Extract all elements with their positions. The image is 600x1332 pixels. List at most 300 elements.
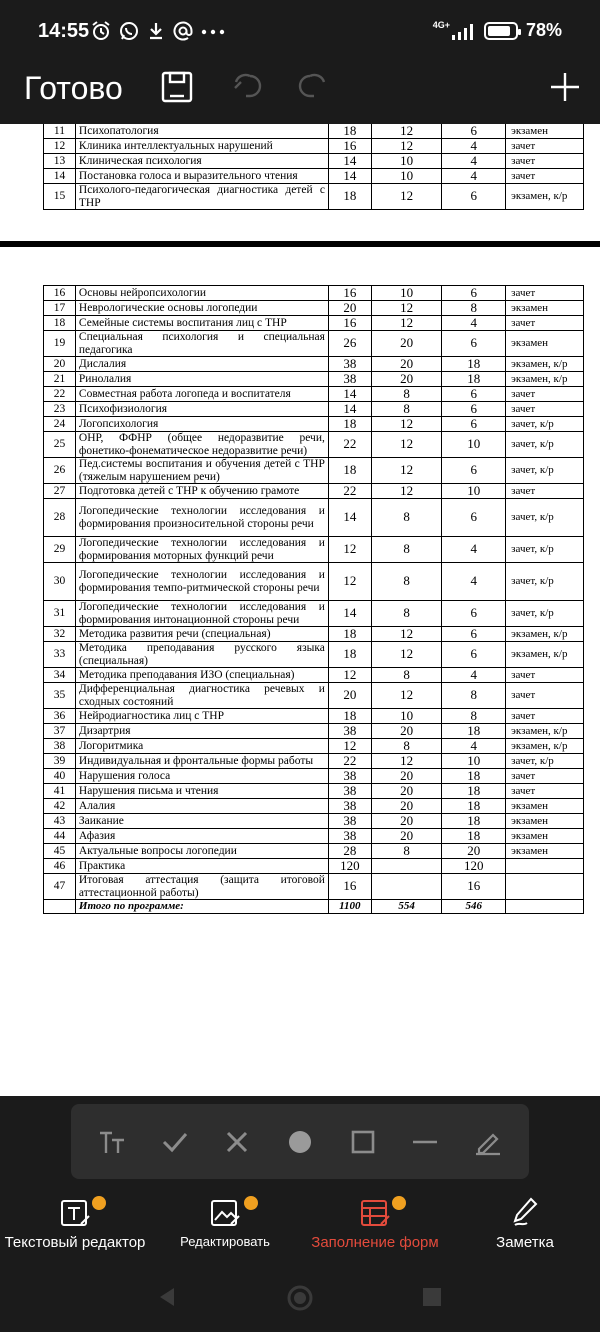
done-button[interactable]: Готово — [24, 70, 123, 106]
cell-a: 38 — [328, 769, 371, 784]
cell-a: 38 — [328, 372, 371, 387]
battery-icon — [484, 22, 518, 40]
cell-n: 33 — [44, 642, 76, 668]
cell-ctl: зачет — [506, 387, 584, 402]
cell-a: 18 — [328, 184, 371, 210]
tab-note[interactable] — [450, 1188, 600, 1260]
status-right — [433, 20, 562, 41]
cell-name: Логоритмика — [75, 739, 328, 754]
cell-n: 18 — [44, 316, 76, 331]
cell-a: 28 — [328, 844, 371, 859]
cell-name: Итоговая аттестация (защита итоговой аттестационной работы) — [75, 874, 328, 900]
table-row — [44, 316, 584, 331]
cell-c: 4 — [442, 316, 506, 331]
cell-a: 20 — [328, 683, 371, 709]
table-row — [44, 432, 584, 458]
cell-b: 8 — [371, 387, 442, 402]
cell-c: 6 — [442, 184, 506, 210]
cell-c: 8 — [442, 683, 506, 709]
table-row — [44, 668, 584, 683]
cell-b: 20 — [371, 724, 442, 739]
cell-b: 12 — [371, 458, 442, 484]
cell-name: Клиническая психология — [75, 154, 328, 169]
cell-b: 12 — [371, 683, 442, 709]
cell-b: 12 — [371, 316, 442, 331]
cell-a: 16 — [328, 139, 371, 154]
cell-c: 8 — [442, 709, 506, 724]
cell-ctl: зачет — [506, 154, 584, 169]
cell-n: 32 — [44, 627, 76, 642]
cell-ctl: зачет — [506, 709, 584, 724]
table-row — [44, 709, 584, 724]
cell-c: 4 — [442, 668, 506, 683]
cell-a: 38 — [328, 829, 371, 844]
cell-ctl: экзамен, к/р — [506, 724, 584, 739]
cell-b: 8 — [371, 739, 442, 754]
whatsapp-icon — [118, 20, 140, 42]
cell-b: 12 — [371, 432, 442, 458]
cell-b: 12 — [371, 754, 442, 769]
cell-ctl: экзамен, к/р — [506, 627, 584, 642]
table-row — [44, 859, 584, 874]
cell-a: 120 — [328, 859, 371, 874]
cell-b: 20 — [371, 372, 442, 387]
table-row — [44, 286, 584, 301]
cell-ctl: экзамен — [506, 799, 584, 814]
cell-a: 38 — [328, 799, 371, 814]
page-divider — [0, 241, 600, 247]
cell-c: 6 — [442, 499, 506, 537]
cell-b: 8 — [371, 601, 442, 627]
cell-a: 14 — [328, 154, 371, 169]
cell-c: 120 — [442, 859, 506, 874]
cell-a: 14 — [328, 601, 371, 627]
cell-name: Дислалия — [75, 357, 328, 372]
cell-name: ОНР, ФФНР (общее недоразвитие речи, фонетико-фонематическое недоразвитие речи) — [75, 432, 328, 458]
total-label: Итого по программе: — [75, 900, 328, 914]
tab-fill-forms[interactable] — [300, 1188, 450, 1260]
cell-ctl — [506, 859, 584, 874]
cell-a: 14 — [328, 387, 371, 402]
cell-ctl: экзамен — [506, 814, 584, 829]
status-icons — [90, 20, 226, 42]
cell-b: 20 — [371, 331, 442, 357]
cell-c: 6 — [442, 627, 506, 642]
cell-ctl: зачет — [506, 316, 584, 331]
cell-c: 6 — [442, 601, 506, 627]
cell-c: 4 — [442, 537, 506, 563]
cell-c: 18 — [442, 724, 506, 739]
cell-n: 12 — [44, 139, 76, 154]
cell-c: 10 — [442, 754, 506, 769]
table-row — [44, 642, 584, 668]
table-row — [44, 754, 584, 769]
table-row — [44, 769, 584, 784]
note-pen-icon — [509, 1196, 541, 1228]
signature-tool-icon[interactable] — [468, 1122, 508, 1162]
cell-ctl: зачет, к/р — [506, 754, 584, 769]
cross-tool-icon[interactable] — [217, 1122, 257, 1162]
cell-ctl: зачет, к/р — [506, 499, 584, 537]
cell-b: 12 — [371, 627, 442, 642]
cell-ctl: зачет — [506, 286, 584, 301]
cell-a: 38 — [328, 814, 371, 829]
page-2 — [0, 285, 600, 914]
cell-name: Психопатология — [75, 124, 328, 139]
cell-ctl: зачет — [506, 139, 584, 154]
table-row — [44, 124, 584, 139]
back-nav-icon[interactable] — [156, 1286, 178, 1308]
cell-c: 18 — [442, 829, 506, 844]
cell-a: 18 — [328, 417, 371, 432]
tab-note-label: Заметка — [496, 1234, 554, 1251]
cell-name: Алалия — [75, 799, 328, 814]
cell-n: 20 — [44, 357, 76, 372]
table-row — [44, 563, 584, 601]
editor-toolbar — [0, 64, 600, 124]
total-ctl — [506, 900, 584, 914]
table-row — [44, 784, 584, 799]
cell-b: 8 — [371, 499, 442, 537]
tab-text-editor-label: Текстовый редактор — [4, 1234, 146, 1251]
cell-n: 47 — [44, 874, 76, 900]
table-row — [44, 844, 584, 859]
table-row — [44, 184, 584, 210]
cell-b: 20 — [371, 814, 442, 829]
cell-n: 35 — [44, 683, 76, 709]
cell-c: 6 — [442, 124, 506, 139]
form-fill-icon — [359, 1196, 391, 1228]
cell-a: 14 — [328, 402, 371, 417]
page-1 — [0, 124, 600, 210]
cell-ctl: зачет, к/р — [506, 417, 584, 432]
cell-b: 8 — [371, 844, 442, 859]
cell-n: 36 — [44, 709, 76, 724]
cell-b: 10 — [371, 154, 442, 169]
premium-badge-icon — [92, 1196, 106, 1210]
cell-n: 29 — [44, 537, 76, 563]
cell-ctl: зачет — [506, 784, 584, 799]
cell-ctl: экзамен, к/р — [506, 372, 584, 387]
cell-n: 16 — [44, 286, 76, 301]
cell-n: 34 — [44, 668, 76, 683]
cell-a: 14 — [328, 499, 371, 537]
cell-c: 18 — [442, 784, 506, 799]
cell-b: 8 — [371, 563, 442, 601]
cell-ctl: зачет, к/р — [506, 537, 584, 563]
cell-c: 4 — [442, 739, 506, 754]
cell-ctl: экзамен, к/р — [506, 642, 584, 668]
add-icon[interactable] — [548, 70, 582, 104]
cell-a: 22 — [328, 484, 371, 499]
table-row — [44, 372, 584, 387]
cell-name: Актуальные вопросы логопедии — [75, 844, 328, 859]
cell-n: 27 — [44, 484, 76, 499]
cell-name: Основы нейропсихологии — [75, 286, 328, 301]
cell-name: Ринолалия — [75, 372, 328, 387]
cell-name: Логопедические технологии исследования и формирования темпо-ритмической стороны речи — [75, 563, 328, 601]
form-tools-panel — [71, 1104, 529, 1179]
cell-name: Афазия — [75, 829, 328, 844]
cell-a: 16 — [328, 874, 371, 900]
cell-ctl: экзамен — [506, 331, 584, 357]
cell-c: 18 — [442, 814, 506, 829]
table-row — [44, 169, 584, 184]
cell-b: 20 — [371, 799, 442, 814]
save-icon[interactable] — [160, 70, 194, 104]
cell-ctl: зачет, к/р — [506, 563, 584, 601]
cell-b: 12 — [371, 301, 442, 316]
cell-name: Нарушения письма и чтения — [75, 784, 328, 799]
cell-a: 26 — [328, 331, 371, 357]
cell-name: Методика преподавания ИЗО (специальная) — [75, 668, 328, 683]
table-row — [44, 499, 584, 537]
tab-edit[interactable] — [150, 1188, 300, 1260]
cell-c: 16 — [442, 874, 506, 900]
cell-c: 4 — [442, 563, 506, 601]
cell-b: 10 — [371, 169, 442, 184]
cell-n: 13 — [44, 154, 76, 169]
cell-c: 6 — [442, 331, 506, 357]
cell-n: 28 — [44, 499, 76, 537]
cell-n: 41 — [44, 784, 76, 799]
cell-ctl: экзамен — [506, 844, 584, 859]
table-row — [44, 814, 584, 829]
cell-b: 20 — [371, 357, 442, 372]
cell-name: Дизартрия — [75, 724, 328, 739]
cell-n: 24 — [44, 417, 76, 432]
cell-n: 30 — [44, 563, 76, 601]
cell-n: 42 — [44, 799, 76, 814]
cell-a: 18 — [328, 642, 371, 668]
document-view[interactable] — [0, 124, 600, 1096]
cell-a: 12 — [328, 563, 371, 601]
cell-n: 31 — [44, 601, 76, 627]
cell-c: 18 — [442, 357, 506, 372]
cell-b: 12 — [371, 139, 442, 154]
line-tool-icon[interactable] — [405, 1122, 445, 1162]
cell-b — [371, 874, 442, 900]
cell-n: 26 — [44, 458, 76, 484]
cell-ctl: экзамен — [506, 124, 584, 139]
at-icon — [172, 20, 194, 42]
cell-a: 38 — [328, 357, 371, 372]
cell-name: Нарушения голоса — [75, 769, 328, 784]
cell-ctl: зачет, к/р — [506, 458, 584, 484]
cell-ctl: зачет — [506, 769, 584, 784]
cell-name: Логопедические технологии исследования и формирования моторных функций речи — [75, 537, 328, 563]
recents-nav-icon[interactable] — [422, 1287, 442, 1307]
system-nav-bar — [0, 1260, 600, 1332]
battery-level: 78% — [525, 20, 562, 40]
premium-badge-icon — [392, 1196, 406, 1210]
cell-name: Совместная работа логопеда и воспитателя — [75, 387, 328, 402]
cell-c: 6 — [442, 417, 506, 432]
cell-name: Практика — [75, 859, 328, 874]
cell-ctl: экзамен, к/р — [506, 739, 584, 754]
cell-name: Пед.системы воспитания и обучения детей с ТНР (тяжелым нарушением речи) — [75, 458, 328, 484]
cell-a: 18 — [328, 709, 371, 724]
cell-c: 8 — [442, 301, 506, 316]
cell-n: 45 — [44, 844, 76, 859]
table-row — [44, 484, 584, 499]
cell-c: 4 — [442, 154, 506, 169]
text-editor-icon — [59, 1196, 91, 1228]
dot-tool-icon[interactable] — [280, 1122, 320, 1162]
cell-a: 22 — [328, 432, 371, 458]
table-row — [44, 627, 584, 642]
check-tool-icon[interactable] — [155, 1122, 195, 1162]
cell-b: 10 — [371, 286, 442, 301]
cell-b: 10 — [371, 709, 442, 724]
table-row — [44, 799, 584, 814]
cell-c: 18 — [442, 372, 506, 387]
cell-c: 6 — [442, 642, 506, 668]
cell-name: Психолого-педагогическая диагностика детей с ТНР — [75, 184, 328, 210]
cell-name: Подготовка детей с ТНР к обучению грамоте — [75, 484, 328, 499]
cell-name: Клиника интеллектуальных нарушений — [75, 139, 328, 154]
total-a: 1100 — [328, 900, 371, 914]
table-row — [44, 139, 584, 154]
curriculum-table-page2 — [43, 285, 584, 914]
cell-n: 23 — [44, 402, 76, 417]
cell-a: 18 — [328, 627, 371, 642]
total-c: 546 — [442, 900, 506, 914]
cell-a: 22 — [328, 754, 371, 769]
cell-n: 17 — [44, 301, 76, 316]
signal-icon — [450, 22, 476, 40]
cell-n: 43 — [44, 814, 76, 829]
cell-a: 14 — [328, 169, 371, 184]
tab-fill-forms-label: Заполнение форм — [311, 1234, 439, 1251]
table-row — [44, 874, 584, 900]
cell-c: 6 — [442, 286, 506, 301]
cell-ctl: экзамен — [506, 301, 584, 316]
redo-icon[interactable] — [296, 70, 330, 104]
home-nav-icon[interactable] — [286, 1284, 314, 1312]
cell-name: Семейные системы воспитания лиц с ТНР — [75, 316, 328, 331]
cell-name: Логопсихология — [75, 417, 328, 432]
network-type: 4G+ — [432, 19, 450, 30]
cell-name: Методика развития речи (специальная) — [75, 627, 328, 642]
cell-b: 20 — [371, 769, 442, 784]
cell-c: 4 — [442, 139, 506, 154]
cell-n: 37 — [44, 724, 76, 739]
table-row — [44, 601, 584, 627]
cell-b: 8 — [371, 668, 442, 683]
cell-b: 12 — [371, 417, 442, 432]
curriculum-table-page1 — [43, 124, 584, 210]
alarm-icon — [90, 20, 112, 42]
cell-c: 20 — [442, 844, 506, 859]
cell-c: 10 — [442, 432, 506, 458]
table-row — [44, 387, 584, 402]
table-row — [44, 331, 584, 357]
cell-ctl: зачет, к/р — [506, 601, 584, 627]
table-row — [44, 357, 584, 372]
cell-c: 6 — [442, 402, 506, 417]
cell-n: 22 — [44, 387, 76, 402]
cell-a: 16 — [328, 286, 371, 301]
download-icon — [146, 20, 166, 42]
status-bar — [0, 0, 600, 64]
cell-b: 8 — [371, 402, 442, 417]
cell-a: 16 — [328, 316, 371, 331]
cell-ctl: зачет — [506, 402, 584, 417]
table-row — [44, 301, 584, 316]
cell-name: Логопедические технологии исследования и формирования произносительной стороны речи — [75, 499, 328, 537]
cell-a: 12 — [328, 537, 371, 563]
cell-c: 6 — [442, 458, 506, 484]
table-row — [44, 458, 584, 484]
undo-icon[interactable] — [230, 70, 264, 104]
cell-ctl: зачет — [506, 683, 584, 709]
cell-name: Специальная психология и специальная педагогика — [75, 331, 328, 357]
cell-name: Логопедические технологии исследования и формирования интонационной стороны речи — [75, 601, 328, 627]
cell-a: 12 — [328, 668, 371, 683]
tab-edit-label: Редактировать — [180, 1234, 270, 1249]
cell-c: 18 — [442, 769, 506, 784]
rectangle-tool-icon[interactable] — [343, 1122, 383, 1162]
cell-name: Психофизиология — [75, 402, 328, 417]
cell-b: 12 — [371, 124, 442, 139]
cell-a: 20 — [328, 301, 371, 316]
edit-image-icon — [209, 1196, 241, 1228]
cell-ctl: экзамен, к/р — [506, 184, 584, 210]
cell-name: Постановка голоса и выразительного чтения — [75, 169, 328, 184]
more-dots-icon — [200, 20, 226, 42]
cell-a: 12 — [328, 739, 371, 754]
cell-a: 18 — [328, 458, 371, 484]
cell-n: 15 — [44, 184, 76, 210]
cell-b: 8 — [371, 537, 442, 563]
table-row — [44, 739, 584, 754]
bottom-tab-bar — [0, 1188, 600, 1260]
cell-name: Нейродиагностика лиц с ТНР — [75, 709, 328, 724]
cell-n: 21 — [44, 372, 76, 387]
cell-b — [371, 859, 442, 874]
cell-a: 38 — [328, 724, 371, 739]
cell-n: 44 — [44, 829, 76, 844]
cell-b: 12 — [371, 484, 442, 499]
cell-a: 18 — [328, 124, 371, 139]
status-time: 14:55 — [38, 20, 90, 42]
cell-ctl: зачет — [506, 169, 584, 184]
tab-text-editor[interactable] — [0, 1188, 150, 1260]
cell-n: 40 — [44, 769, 76, 784]
cell-b: 20 — [371, 784, 442, 799]
text-tool-icon[interactable] — [92, 1122, 132, 1162]
cell-b: 20 — [371, 829, 442, 844]
cell-name: Методика преподавания русского языка (специальная) — [75, 642, 328, 668]
cell-n: 11 — [44, 124, 76, 139]
cell-n: 19 — [44, 331, 76, 357]
total-row — [44, 900, 584, 914]
cell-c: 4 — [442, 169, 506, 184]
cell-n: 38 — [44, 739, 76, 754]
cell-ctl: экзамен — [506, 829, 584, 844]
cell-ctl: зачет — [506, 668, 584, 683]
table-row — [44, 402, 584, 417]
cell-n: 14 — [44, 169, 76, 184]
table-row — [44, 417, 584, 432]
table-row — [44, 154, 584, 169]
cell-b: 12 — [371, 642, 442, 668]
cell-ctl — [506, 874, 584, 900]
cell-name: Дифференциальная диагностика речевых и сходных состояний — [75, 683, 328, 709]
cell-name: Индивидуальная и фронтальные формы работы — [75, 754, 328, 769]
premium-badge-icon — [244, 1196, 258, 1210]
